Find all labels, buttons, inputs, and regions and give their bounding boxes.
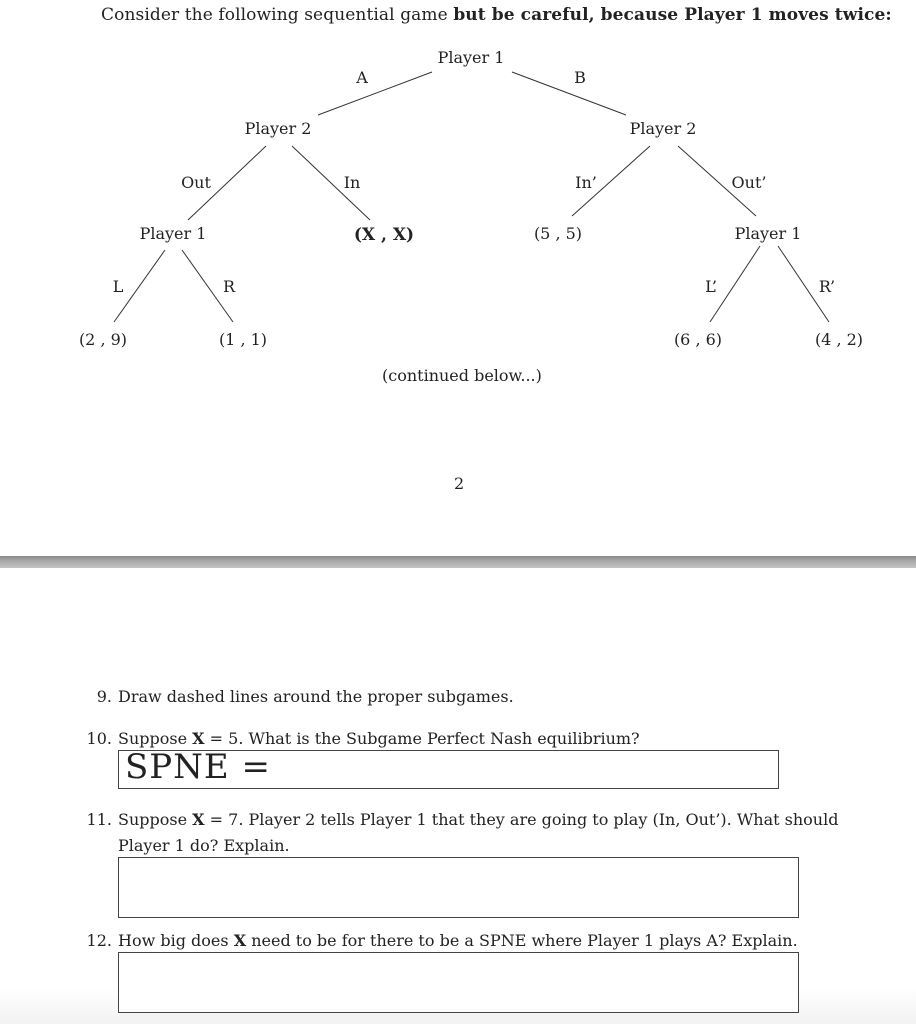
right-player1-label: Player 1: [734, 224, 802, 243]
question-9: [84, 684, 514, 710]
l-label: L: [112, 277, 124, 296]
question-12-variable: X: [233, 931, 247, 950]
edge-a: [318, 72, 432, 115]
page-number: 2: [454, 474, 465, 493]
page-divider: [0, 556, 916, 568]
question-11-pre: Suppose: [118, 810, 193, 829]
question-12: [84, 928, 798, 954]
branch-b-label: B: [574, 68, 586, 87]
question-11: [84, 807, 838, 833]
game-tree: [0, 0, 916, 400]
question-11-line2: Player 1 do? Explain.: [118, 836, 290, 855]
out-label: Out: [181, 173, 211, 192]
question-11-answer-box[interactable]: [118, 857, 799, 918]
l-prime-label: L’: [705, 277, 717, 296]
payoff-l-prime: (6 , 6): [673, 330, 723, 349]
payoff-r: (1 , 1): [218, 330, 268, 349]
question-11-post: = 7. Player 2 tells Player 1 that they are going to play (In, Out’). What should: [204, 810, 839, 829]
left-player1-label: Player 1: [139, 224, 207, 243]
root-player-label: Player 1: [437, 48, 505, 67]
out-prime-label: Out’: [731, 173, 767, 192]
spne-label: SPNE =: [125, 747, 272, 787]
question-11-variable: X: [192, 810, 205, 829]
question-10-pre: Suppose: [118, 729, 193, 748]
r-prime-label: R’: [818, 277, 836, 296]
question-11-number: 11.: [86, 810, 112, 829]
payoff-r-prime: (4 , 2): [814, 330, 864, 349]
question-10-number: 10.: [86, 729, 112, 748]
edge-b: [512, 72, 626, 115]
spne-answer-box[interactable]: [118, 747, 779, 789]
question-9-number: 9.: [96, 687, 112, 706]
left-player2-label: Player 2: [244, 119, 312, 138]
question-12-pre: How big does: [118, 931, 234, 950]
r-label: R: [222, 277, 236, 296]
intro-plain: Consider the following sequential game: [101, 5, 454, 25]
payoff-in: (X , X): [353, 225, 415, 245]
payoff-in-prime: (5 , 5): [533, 224, 583, 243]
question-12-answer-box[interactable]: [118, 952, 799, 1013]
payoff-l: (2 , 9): [78, 330, 128, 349]
question-12-post: need to be for there to be a SPNE where Player 1 plays A? Explain.: [246, 931, 798, 950]
intro-bold: but be careful, because Player 1 moves twice:: [453, 5, 892, 25]
right-player2-label: Player 2: [629, 119, 697, 138]
in-prime-label: In’: [575, 173, 597, 192]
branch-a-label: A: [356, 68, 368, 87]
question-10-post: = 5. What is the Subgame Perfect Nash equilibrium?: [204, 729, 640, 748]
edge-l-prime: [710, 246, 760, 322]
question-10-variable: X: [192, 729, 205, 748]
question-9-text: Draw dashed lines around the proper subgames.: [118, 687, 514, 706]
in-label: In: [343, 173, 361, 192]
continued-note: (continued below...): [382, 366, 542, 385]
question-12-number: 12.: [86, 931, 112, 950]
